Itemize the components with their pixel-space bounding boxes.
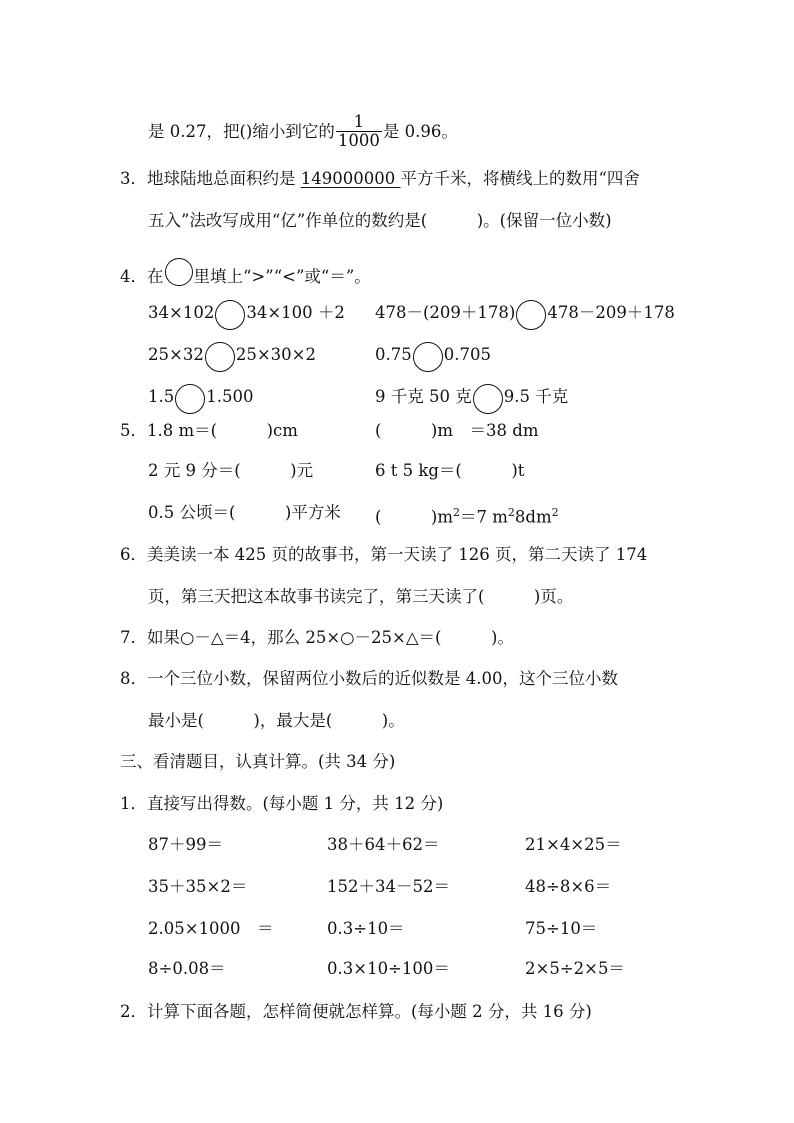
calc-item: 152＋34－52＝ xyxy=(327,877,450,896)
q3-line-2: 五入”法改写成用“亿”作单位的数约是( )。(保留一位小数) xyxy=(148,211,612,230)
q5-unit-c: 8dm xyxy=(514,507,552,527)
calc-item: 38＋64＋62＝ xyxy=(327,835,440,854)
superscript: 2 xyxy=(507,506,515,519)
q5-r2-left: 2 元 9 分＝( )元 xyxy=(148,461,314,480)
expr: 1.500 xyxy=(206,387,254,406)
q6-line-2: 页，第三天把这本故事书读完了，第三天读了( )页。 xyxy=(148,587,574,606)
calc-item: 8÷0.08＝ xyxy=(148,959,226,978)
calc2-title: 2．计算下面各题，怎样简便就怎样算。(每小题 2 分，共 16 分) xyxy=(120,1002,592,1021)
circle-icon xyxy=(165,258,193,286)
q8-line-2: 最小是( )，最大是( )。 xyxy=(148,711,405,730)
calc-item: 35＋35×2＝ xyxy=(148,877,248,896)
q5-r3-right xyxy=(375,502,559,529)
q3-underlined-number: 149000000 xyxy=(300,169,401,188)
q2-prefix: 是 0.27，把( xyxy=(148,122,246,141)
q3-text-a: 3．地球陆地总面积约是 xyxy=(120,169,301,188)
expr: 25×32 xyxy=(148,345,204,364)
q5-r1-left: 5．1.8 m＝( )cm xyxy=(120,421,298,440)
q4-text-a: 4．在 xyxy=(120,267,164,286)
q7: 7．如果○－△＝4，那么 25×○－25×△＝( )。 xyxy=(120,628,514,647)
superscript: 2 xyxy=(551,506,559,519)
calc-item: 48÷8×6＝ xyxy=(525,877,612,896)
q4-row1-right xyxy=(375,300,675,330)
q2-continuation xyxy=(148,114,458,151)
q5-unit-b: ＝7 m xyxy=(460,507,508,527)
q5-unit-a: ( )m xyxy=(375,507,454,527)
q2-suffix: 是 0.96。 xyxy=(382,122,458,141)
q5-r2-right: 6 t 5 kg＝( )t xyxy=(375,461,525,480)
fraction-denominator: 1000 xyxy=(337,131,380,150)
calc-item: 0.3×10÷100＝ xyxy=(327,959,450,978)
expr: 34×102 xyxy=(148,303,215,322)
answer-circle[interactable] xyxy=(175,384,205,414)
expr: 34×100 ＋2 xyxy=(246,303,345,322)
expr: 9.5 千克 xyxy=(503,387,569,406)
answer-circle[interactable] xyxy=(473,384,503,414)
q5-r1-right: ( )m ＝38 dm xyxy=(375,421,539,440)
q3-text-b: 平方千米，将横线上的数用“四舍 xyxy=(400,169,640,188)
answer-circle[interactable] xyxy=(516,300,546,330)
q4-row3-right xyxy=(375,384,568,414)
calc-item: 75÷10＝ xyxy=(525,919,598,938)
q2-mid: )缩小到它的 xyxy=(245,122,335,141)
answer-circle[interactable] xyxy=(215,300,245,330)
q4-text-b: 里填上“>”“<”或“＝”。 xyxy=(193,267,371,286)
expr: 0.705 xyxy=(443,345,491,364)
expr: 478－(209＋178) xyxy=(375,303,516,322)
calc1-title: 1．直接写出得数。(每小题 1 分，共 12 分) xyxy=(120,794,444,813)
expr: 9 千克 50 克 xyxy=(375,387,472,406)
q8-line-1: 8．一个三位小数，保留两位小数后的近似数是 4.00，这个三位小数 xyxy=(120,669,618,688)
fraction xyxy=(336,113,382,150)
calc-item: 0.3÷10＝ xyxy=(327,919,405,938)
q3-line-1 xyxy=(120,168,640,190)
calc-item: 2×5÷2×5＝ xyxy=(525,959,625,978)
q6-line-1: 6．美美读一本 425 页的故事书，第一天读了 126 页，第二天读了 174 xyxy=(120,545,648,564)
q4-row3-left xyxy=(148,384,254,414)
expr: 0.75 xyxy=(375,345,412,364)
answer-circle[interactable] xyxy=(205,342,235,372)
fraction-numerator: 1 xyxy=(336,113,382,132)
q4-title xyxy=(120,258,371,288)
superscript: 2 xyxy=(453,506,461,519)
q4-row1-left xyxy=(148,300,345,330)
expr: 1.5 xyxy=(148,387,175,406)
q4-row2-left xyxy=(148,342,316,372)
answer-circle[interactable] xyxy=(413,342,443,372)
q4-row2-right xyxy=(375,342,491,372)
calc-item: 21×4×25＝ xyxy=(525,835,622,854)
calc-item: 2.05×1000 ＝ xyxy=(148,919,274,938)
calc-item: 87＋99＝ xyxy=(148,835,223,854)
section-3-heading: 三、看清题目，认真计算。(共 34 分) xyxy=(120,752,396,771)
q5-r3-left: 0.5 公顷＝( )平方米 xyxy=(148,503,341,522)
expr: 478－209＋178 xyxy=(547,303,675,322)
expr: 25×30×2 xyxy=(235,345,316,364)
